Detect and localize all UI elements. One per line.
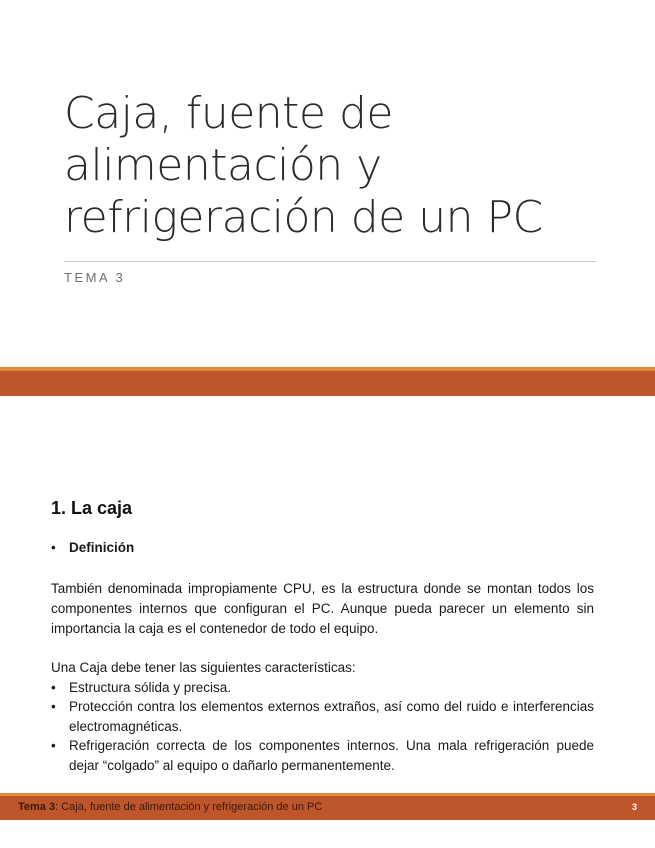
accent-band-dark xyxy=(0,371,655,396)
slide-title-line: refrigeración de un PC xyxy=(64,192,543,243)
definition-paragraph: También denominada impropiamente CPU, es la estructura donde se montan todos los componentes internos que configuran el PC. Aunque pueda parecer un elemento sin importancia la caja es el contenedor de todo el equipo. xyxy=(51,580,594,636)
footer-tema-label: Tema 3 xyxy=(18,801,56,813)
footer-title-text: : Caja, fuente de alimentación y refrigeración de un PC xyxy=(55,801,323,813)
slide-title-block xyxy=(64,88,596,244)
slide-title-line: Caja, fuente de xyxy=(64,88,393,139)
characteristic-item xyxy=(51,678,594,698)
section-la-caja xyxy=(51,498,594,775)
characteristic-item xyxy=(51,697,594,736)
characteristic-text: Estructura sólida y precisa. xyxy=(69,679,232,695)
slide-subtitle: TEMA 3 xyxy=(64,270,126,285)
bullet-icon: • xyxy=(51,699,56,714)
characteristic-text: Refrigeración correcta de los componentes internos. Una mala refrigeración puede dejar “colgado” al equipo o dañarlo permanentemente. xyxy=(69,738,594,773)
definition-label: Definición xyxy=(69,540,135,555)
section-heading: 1. La caja xyxy=(51,498,133,518)
page-number: 3 xyxy=(631,802,637,812)
footer-title xyxy=(18,801,322,813)
slide-title-line: alimentación y xyxy=(64,140,382,191)
bullet-icon: • xyxy=(51,540,56,555)
characteristics-intro: Una Caja debe tener las siguientes características: xyxy=(51,659,356,675)
title-divider xyxy=(64,261,596,262)
slide-title xyxy=(64,88,596,244)
bullet-icon: • xyxy=(51,679,56,695)
footer-bar xyxy=(0,796,655,820)
characteristic-item xyxy=(51,736,594,775)
characteristic-text: Protección contra los elementos externos extraños, así como del ruido e interferencias electromagnéticas. xyxy=(69,699,594,734)
definition-bullet xyxy=(51,538,594,558)
bullet-icon: • xyxy=(51,738,56,753)
